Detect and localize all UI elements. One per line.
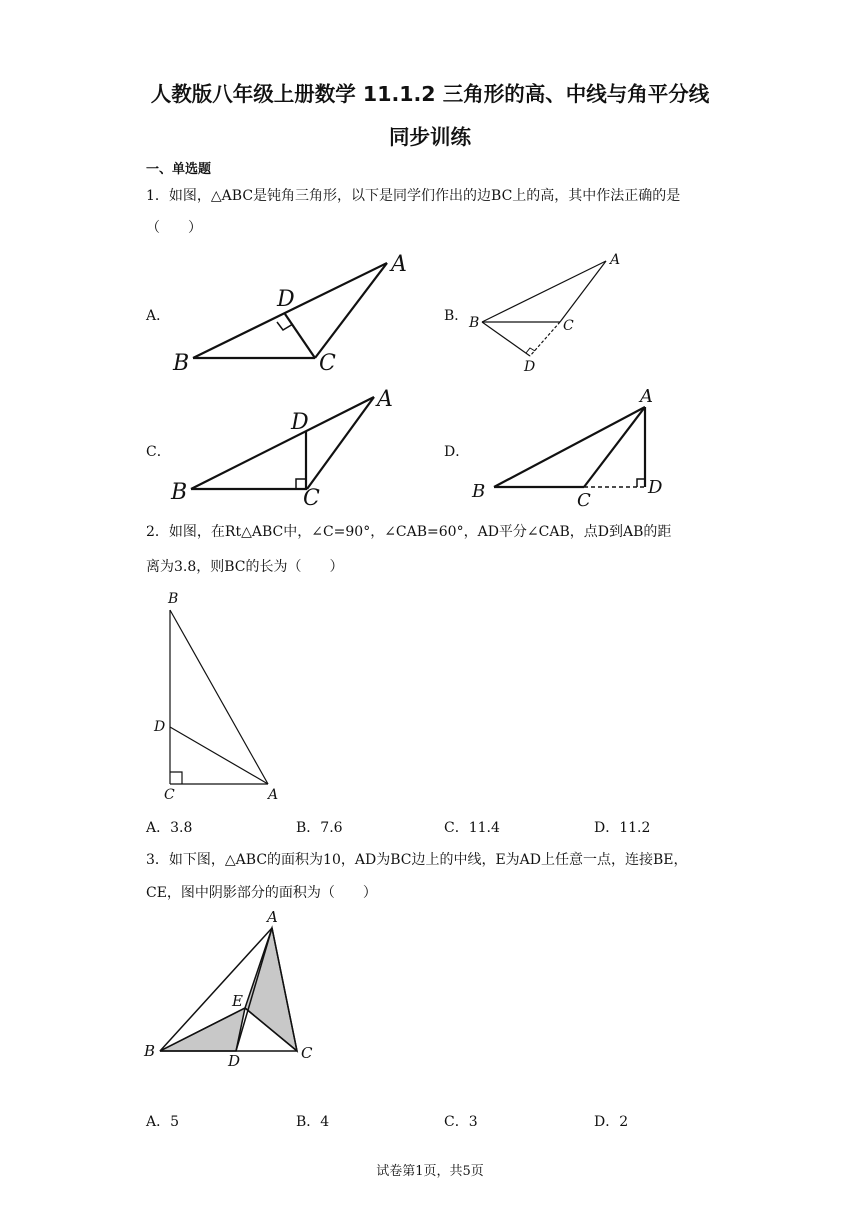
q3-label-A: A [267,908,278,926]
q1d-label-A: A [640,386,653,407]
q3-label-C: C [301,1044,313,1062]
q3-option-c[interactable]: C．3 [444,1114,478,1130]
q1-figure-c [165,385,405,515]
q1a-label-C: C [319,351,336,376]
q3-option-a[interactable]: A．5 [146,1114,180,1130]
q2-label-A: A [268,787,279,803]
q2-option-a[interactable]: A．3.8 [146,820,193,836]
q2-label-B: B [168,591,179,607]
q1b-label-A: A [610,252,621,268]
q1b-label-C: C [563,318,574,334]
q1c-label-D: D [291,410,309,435]
q1-figure-d [464,385,684,515]
question-3-text-line2: CE，图中阴影部分的面积为（ ） [146,885,377,901]
q1d-label-D: D [648,477,663,498]
q1-option-a-label[interactable]: A． [146,308,171,324]
q1d-label-B: B [472,481,486,502]
q1b-label-B: B [469,315,480,331]
page-title-line2: 同步训练 [389,125,471,149]
q2-label-C: C [164,787,175,803]
section-heading: 一、单选题 [146,162,212,177]
q2-label-D: D [154,719,166,735]
q1-figure-a [165,250,425,380]
q1-option-c-label[interactable]: C． [146,444,171,460]
q1c-label-C: C [303,486,320,511]
q3-label-B: B [144,1042,156,1060]
q1-option-b-label[interactable]: B． [444,308,469,324]
q3-label-D: D [228,1052,241,1070]
q1-figure-b [464,250,634,380]
q2-figure [150,585,300,810]
q1b-label-D: D [524,359,536,375]
page-title: 人教版八年级上册数学 11.1.2 三角形的高、中线与角平分线 [150,82,710,106]
question-1-text: 1．如图，△ABC是钝角三角形，以下是同学们作出的边BC上的高，其中作法正确的是 [146,188,681,204]
page-footer: 试卷第1页，共5页 [376,1164,484,1179]
q1a-label-B: B [173,351,190,376]
q3-label-E: E [232,992,243,1010]
q1d-label-C: C [577,490,591,511]
q3-figure [140,908,330,1073]
q1c-label-B: B [171,480,188,505]
q2-option-b[interactable]: B．7.6 [296,820,343,836]
q1-option-d-label[interactable]: D． [444,444,470,460]
question-3-text: 3．如下图，△ABC的面积为10，AD为BC边上的中线，E为AD上任意一点，连接BE， [146,852,688,868]
q1a-label-A: A [391,252,407,277]
question-1-text-line2: （ ） [146,220,202,236]
q1a-label-D: D [277,287,295,312]
q3-option-b[interactable]: B．4 [296,1114,330,1130]
q2-option-d[interactable]: D．11.2 [594,820,651,836]
q3-option-d[interactable]: D．2 [594,1114,629,1130]
q1c-label-A: A [377,387,393,412]
question-2-text-line2: 离为3.8，则BC的长为（ ） [146,559,344,575]
q2-option-c[interactable]: C．11.4 [444,820,500,836]
question-2-text: 2．如图，在Rt△ABC中，∠C=90°，∠CAB=60°，AD平分∠CAB，点D到AB的距 [146,524,672,540]
